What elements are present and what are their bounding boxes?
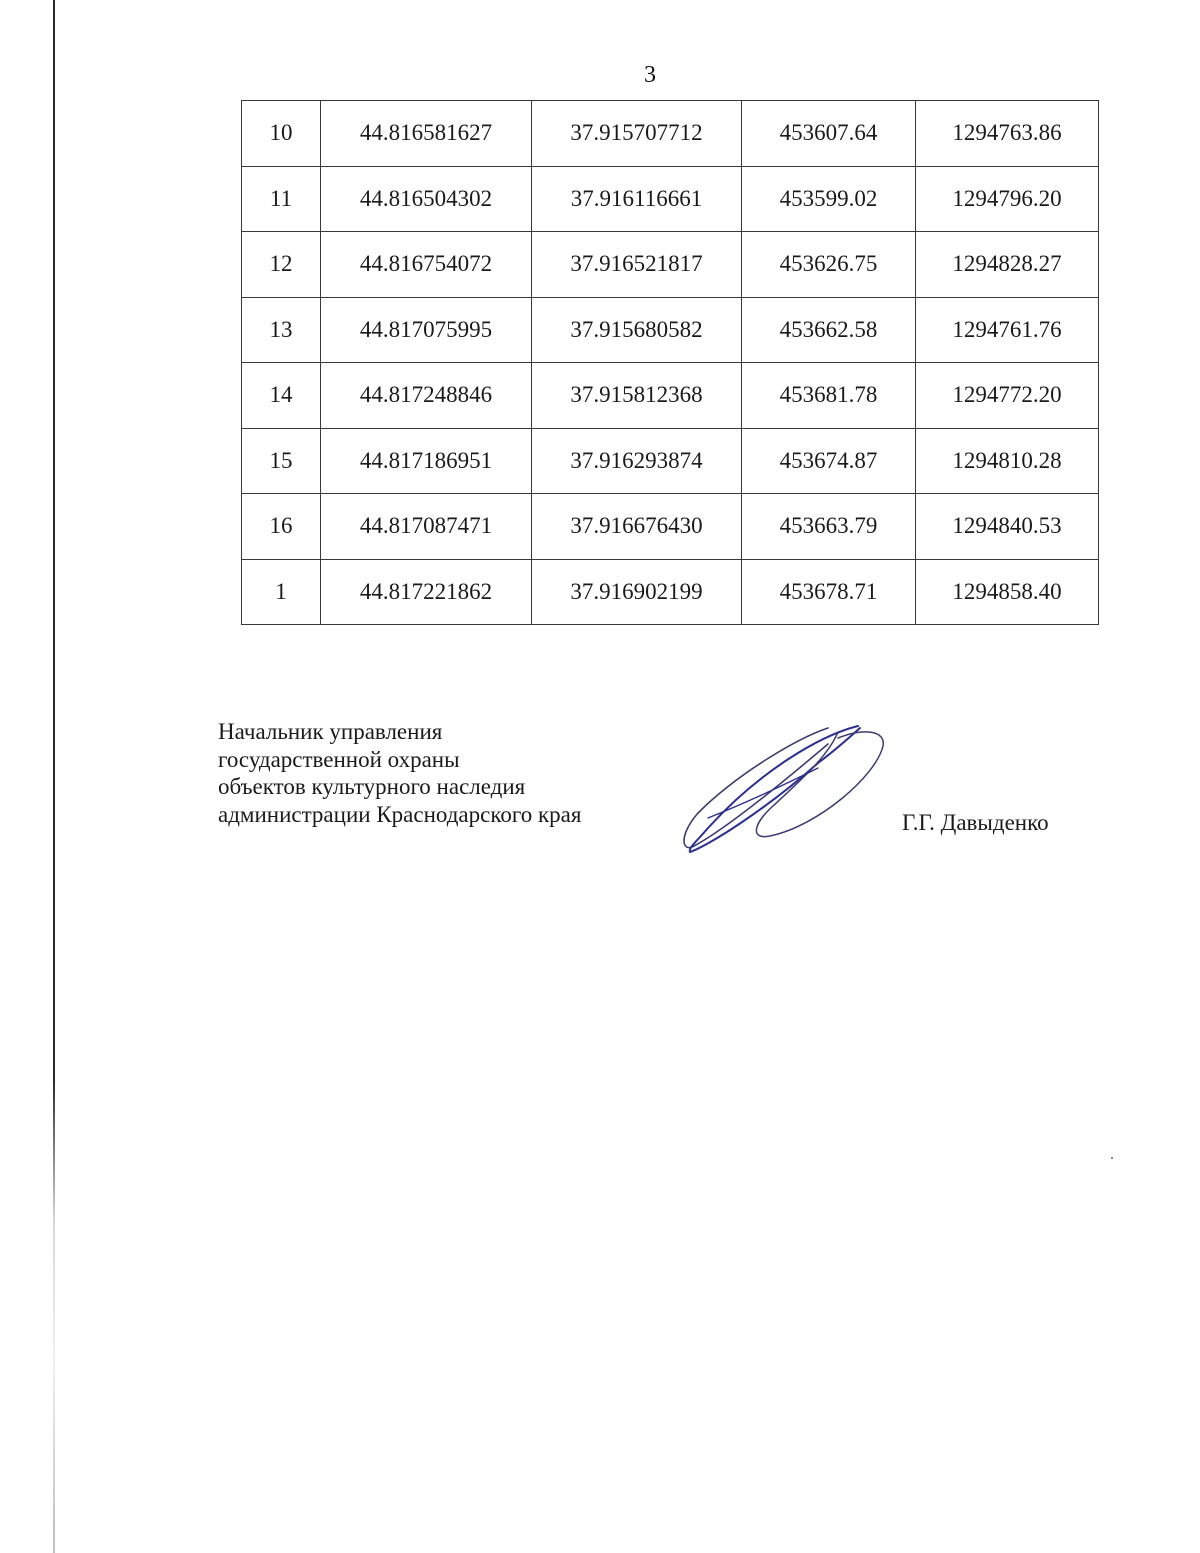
y-coordinate-cell: 1294810.28 <box>916 428 1099 494</box>
longitude-cell: 37.916293874 <box>532 428 742 494</box>
x-coordinate-cell: 453678.71 <box>742 559 916 625</box>
point-number-cell: 13 <box>242 297 321 363</box>
longitude-cell: 37.916902199 <box>532 559 742 625</box>
signer-name: Г.Г. Давыденко <box>902 810 1049 835</box>
longitude-cell: 37.916676430 <box>532 494 742 560</box>
y-coordinate-cell: 1294858.40 <box>916 559 1099 625</box>
x-coordinate-cell: 453681.78 <box>742 363 916 429</box>
x-coordinate-cell: 453607.64 <box>742 101 916 167</box>
x-coordinate-cell: 453626.75 <box>742 232 916 298</box>
point-number-cell: 14 <box>242 363 321 429</box>
handwritten-signature <box>678 718 890 858</box>
point-number-cell: 12 <box>242 232 321 298</box>
table-row <box>242 428 1099 494</box>
table-row <box>242 297 1099 363</box>
y-coordinate-cell: 1294828.27 <box>916 232 1099 298</box>
signer-title-line: администрации Краснодарского края <box>218 801 582 827</box>
x-coordinate-cell: 453599.02 <box>742 166 916 232</box>
table-row <box>242 232 1099 298</box>
longitude-cell: 37.915812368 <box>532 363 742 429</box>
longitude-cell: 37.916521817 <box>532 232 742 298</box>
signer-title-line: объектов культурного наследия <box>218 774 526 799</box>
page-number: 3 <box>644 62 656 88</box>
scan-speck <box>1111 1157 1113 1159</box>
latitude-cell: 44.816754072 <box>321 232 532 298</box>
x-coordinate-cell: 453662.58 <box>742 297 916 363</box>
y-coordinate-cell: 1294796.20 <box>916 166 1099 232</box>
x-coordinate-cell: 453674.87 <box>742 428 916 494</box>
table-row <box>242 494 1099 560</box>
latitude-cell: 44.817221862 <box>321 559 532 625</box>
latitude-cell: 44.817075995 <box>321 297 532 363</box>
x-coordinate-cell: 453663.79 <box>742 494 916 560</box>
table-row <box>242 166 1099 232</box>
longitude-cell: 37.915680582 <box>532 297 742 363</box>
signature-stroke <box>756 732 883 837</box>
latitude-cell: 44.817248846 <box>321 363 532 429</box>
signer-title-line: Начальник управления <box>218 719 443 744</box>
point-number-cell: 1 <box>242 559 321 625</box>
table-row <box>242 559 1099 625</box>
latitude-cell: 44.817087471 <box>321 494 532 560</box>
coordinates-table <box>241 100 1099 625</box>
signature-title-block <box>218 718 581 828</box>
point-number-cell: 16 <box>242 494 321 560</box>
latitude-cell: 44.817186951 <box>321 428 532 494</box>
latitude-cell: 44.816504302 <box>321 166 532 232</box>
longitude-cell: 37.915707712 <box>532 101 742 167</box>
point-number-cell: 11 <box>242 166 321 232</box>
scan-border-line-faded <box>53 1080 55 1553</box>
latitude-cell: 44.816581627 <box>321 101 532 167</box>
coordinates-table-body <box>242 101 1099 625</box>
table-row <box>242 101 1099 167</box>
y-coordinate-cell: 1294840.53 <box>916 494 1099 560</box>
y-coordinate-cell: 1294761.76 <box>916 297 1099 363</box>
y-coordinate-cell: 1294763.86 <box>916 101 1099 167</box>
point-number-cell: 10 <box>242 101 321 167</box>
point-number-cell: 15 <box>242 428 321 494</box>
signer-title-line: государственной охраны <box>218 746 460 772</box>
longitude-cell: 37.916116661 <box>532 166 742 232</box>
y-coordinate-cell: 1294772.20 <box>916 363 1099 429</box>
table-row <box>242 363 1099 429</box>
